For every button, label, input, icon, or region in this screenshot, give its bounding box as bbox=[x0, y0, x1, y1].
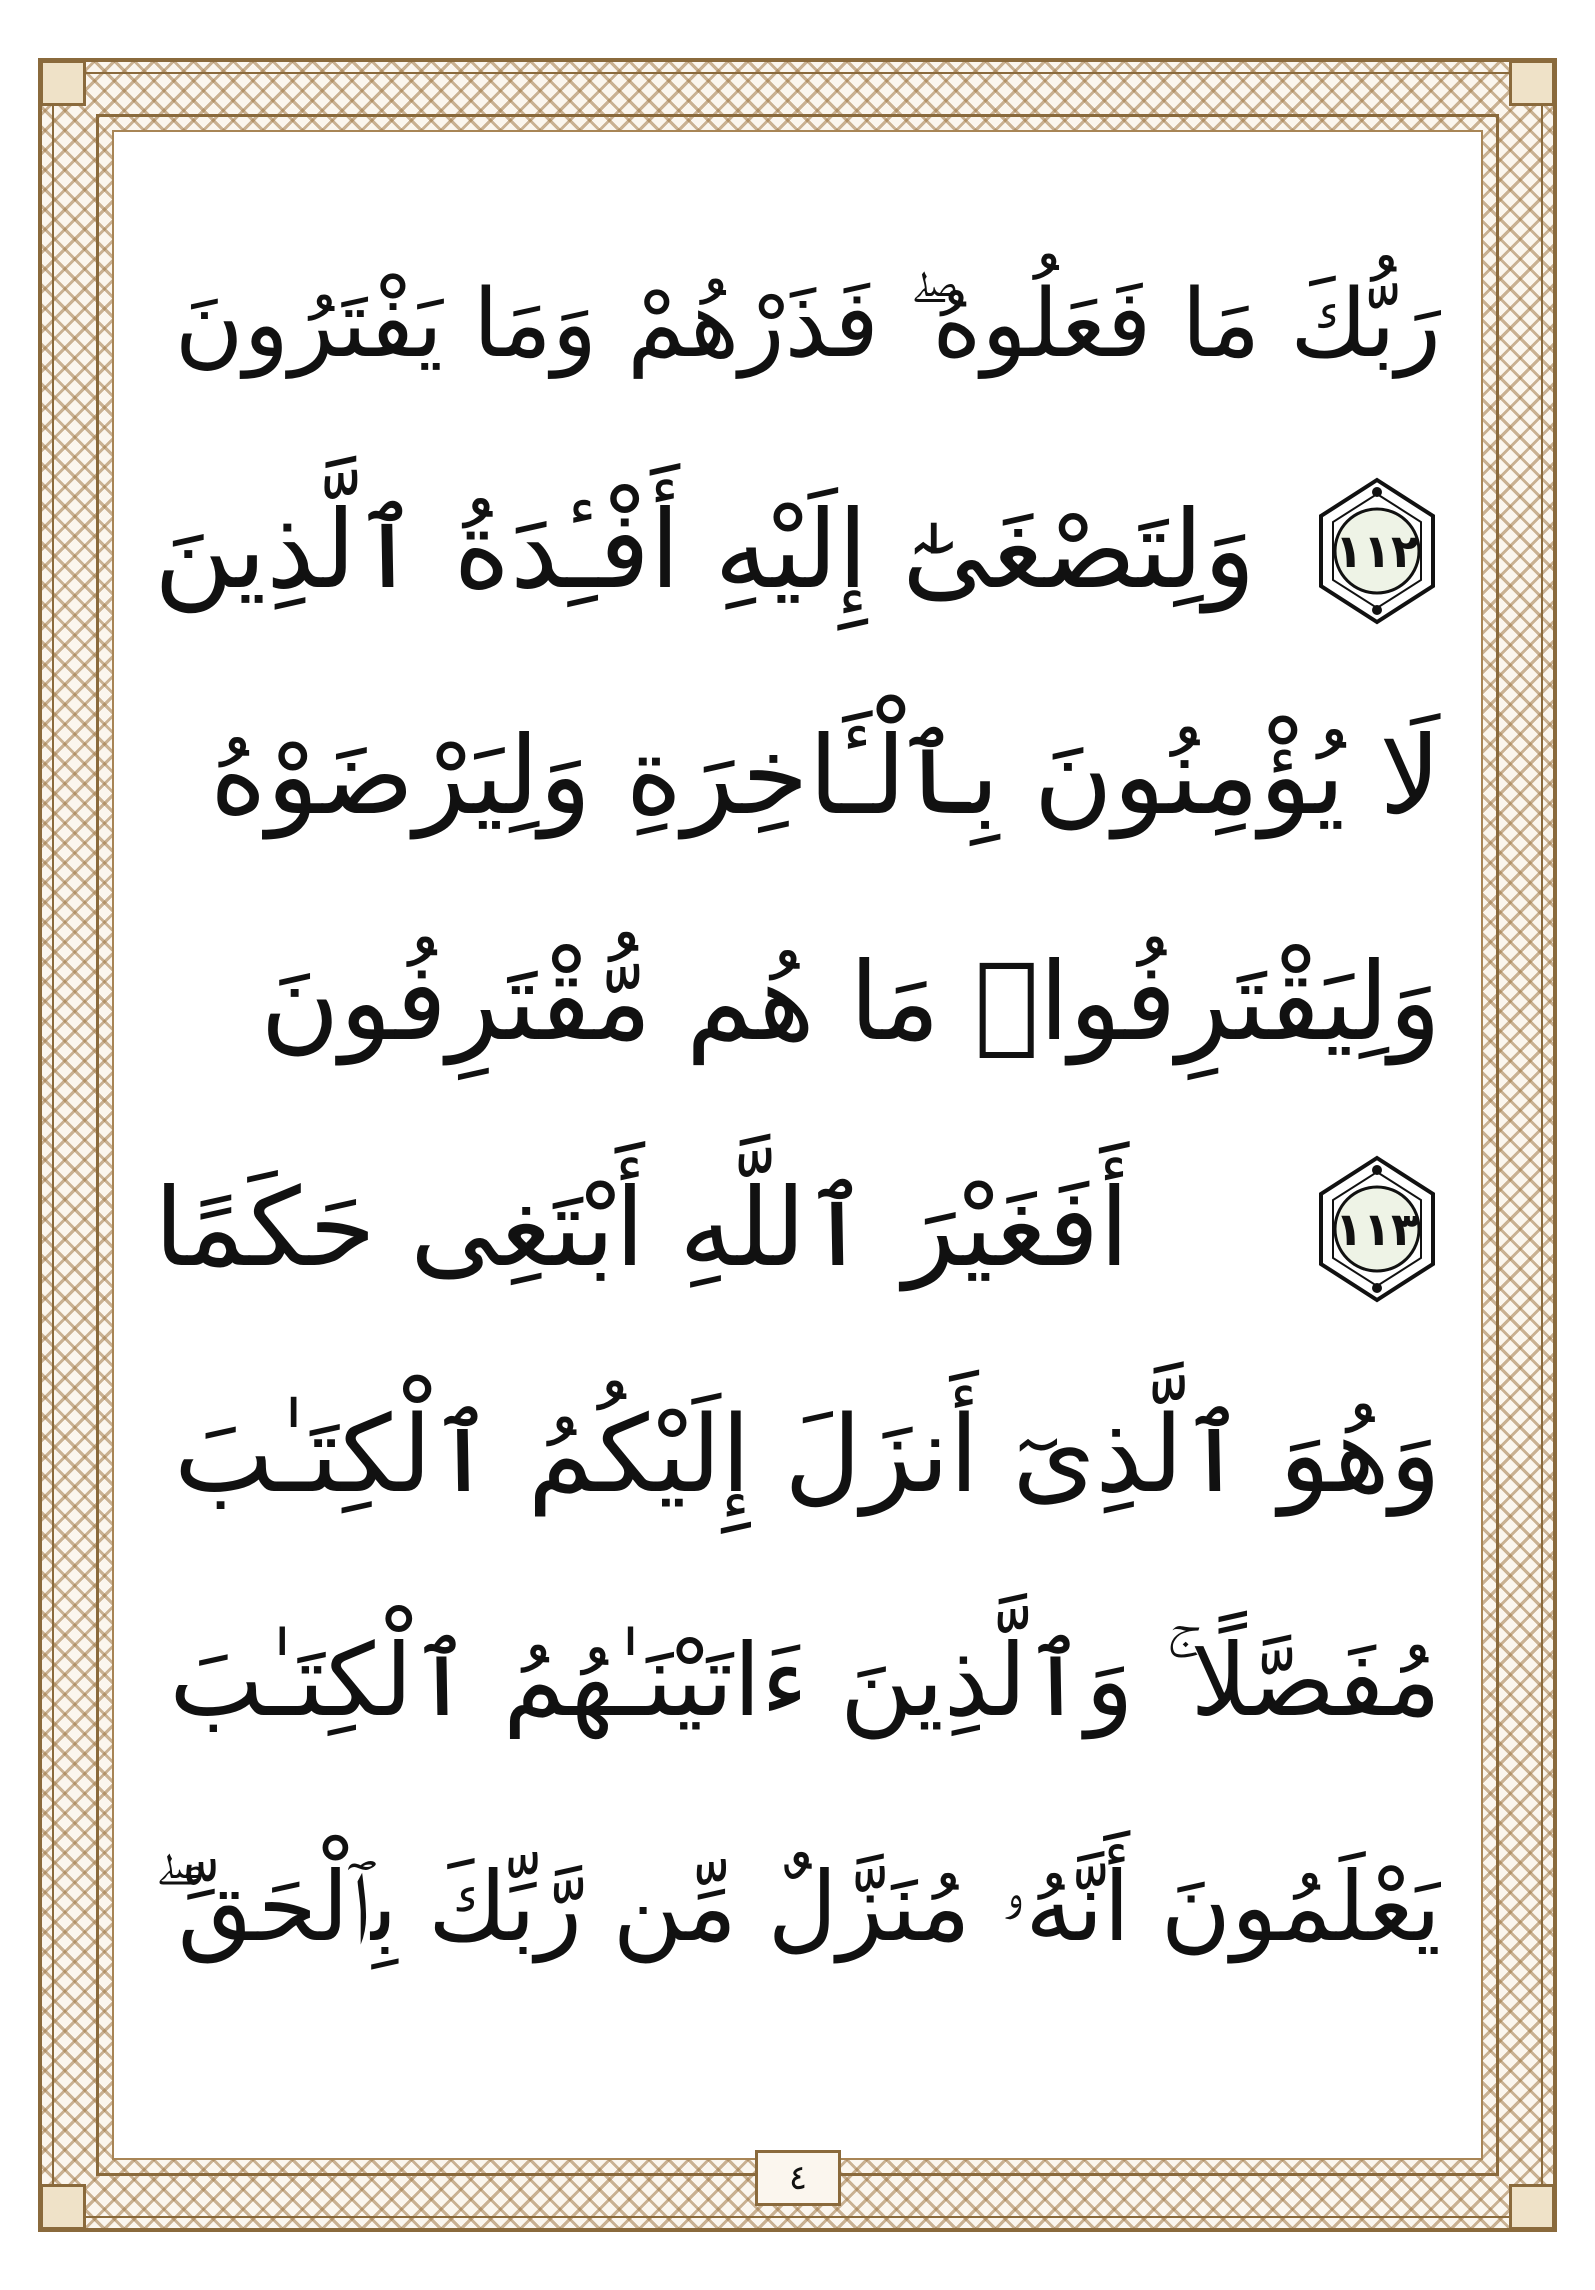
text-area bbox=[112, 130, 1483, 2160]
verse-line-7 bbox=[154, 1568, 1441, 1794]
ayah-number: ١١٣ bbox=[1334, 1202, 1420, 1256]
verses-block bbox=[154, 212, 1441, 2020]
verse-line-6 bbox=[154, 1342, 1441, 1568]
corner-ornament-bottom-right bbox=[1509, 2184, 1555, 2230]
verse-line-1 bbox=[154, 212, 1441, 438]
verse-text: وَلِتَصْغَىٰٓ إِلَيْهِ أَفْـِٔدَةُ ٱلَّذِينَ bbox=[154, 488, 1256, 613]
corner-ornament-bottom-left bbox=[40, 2184, 86, 2230]
verse-line-2 bbox=[154, 438, 1441, 664]
verse-text: لَا يُؤْمِنُونَ بِٱلْـَٔاخِرَةِ وَلِيَرْضَوْهُ bbox=[209, 714, 1441, 839]
verse-text: أَفَغَيْرَ ٱللَّهِ أَبْتَغِى حَكَمًا bbox=[154, 1166, 1130, 1291]
page-number: ٤ bbox=[788, 2158, 808, 2198]
verse-line-8 bbox=[154, 1794, 1441, 2020]
verse-text: وَلِيَقْتَرِفُوا۟ مَا هُم مُّقْتَرِفُونَ bbox=[260, 940, 1441, 1065]
verse-line-4 bbox=[154, 890, 1441, 1116]
verse-text: رَبُّكَ مَا فَعَلُوهُ ۖ فَذَرْهُمْ وَمَا يَفْتَرُونَ bbox=[174, 270, 1441, 379]
ayah-number: ١١٢ bbox=[1334, 524, 1420, 578]
page-number-box bbox=[755, 2150, 841, 2206]
ayah-marker bbox=[1313, 1154, 1441, 1304]
corner-ornament-top-left bbox=[1509, 60, 1555, 106]
corner-ornament-top-right bbox=[40, 60, 86, 106]
verse-text: يَعْلَمُونَ أَنَّهُۥ مُنَزَّلٌ مِّن رَّبِّكَ بِٱلْحَقِّ ۖ bbox=[154, 1851, 1441, 1963]
ayah-marker bbox=[1313, 476, 1441, 626]
verse-line-3 bbox=[154, 664, 1441, 890]
verse-text: وَهُوَ ٱلَّذِىٓ أَنزَلَ إِلَيْكُمُ ٱلْكِتَـٰبَ bbox=[174, 1393, 1441, 1516]
verse-text: مُفَصَّلًا ۚ وَٱلَّذِينَ ءَاتَيْنَـٰهُمُ ٱلْكِتَـٰبَ bbox=[169, 1622, 1441, 1739]
verse-line-5 bbox=[154, 1116, 1441, 1342]
